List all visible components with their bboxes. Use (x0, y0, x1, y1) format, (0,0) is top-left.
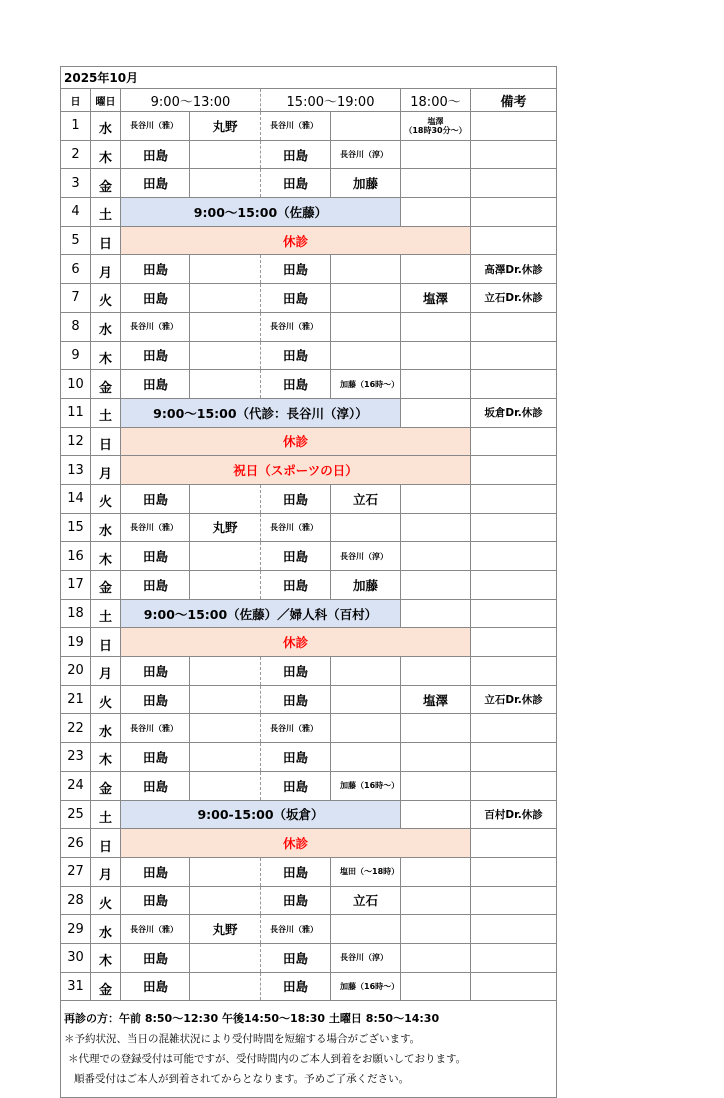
saturday-hours-band: 9:00～15:00（代診：長谷川（淳）） (121, 398, 401, 427)
evening-doctor (401, 140, 471, 169)
morning-doctor-1: 長谷川（雅） (121, 513, 190, 542)
remarks (471, 140, 557, 169)
morning-doctor-2 (190, 571, 261, 600)
day-number: 24 (61, 771, 91, 800)
afternoon-doctor-1: 長谷川（雅） (261, 714, 331, 743)
schedule-row (61, 943, 557, 972)
evening-doctor (401, 972, 471, 1001)
weekday: 木 (91, 943, 121, 972)
remarks (471, 169, 557, 198)
afternoon-doctor-2 (331, 743, 401, 772)
remarks (471, 370, 557, 399)
weekday: 金 (91, 972, 121, 1001)
afternoon-doctor-2 (331, 284, 401, 313)
remarks (471, 714, 557, 743)
afternoon-doctor-2: 長谷川（淳） (331, 943, 401, 972)
afternoon-doctor-2: 立石 (331, 886, 401, 915)
footer-notes (61, 1001, 557, 1098)
closed-band: 休診 (121, 427, 471, 456)
remarks (471, 341, 557, 370)
day-number: 2 (61, 140, 91, 169)
morning-doctor-1: 長谷川（雅） (121, 915, 190, 944)
morning-doctor-2 (190, 312, 261, 341)
afternoon-doctor-1: 長谷川（雅） (261, 513, 331, 542)
month-title: 2025年10月 (61, 67, 557, 89)
afternoon-doctor-1: 長谷川（雅） (261, 312, 331, 341)
evening-doctor (401, 943, 471, 972)
morning-doctor-1: 田島 (121, 886, 190, 915)
afternoon-doctor-2 (331, 312, 401, 341)
morning-doctor-2 (190, 284, 261, 313)
weekday: 金 (91, 169, 121, 198)
schedule-row (61, 571, 557, 600)
closed-band: 休診 (121, 829, 471, 858)
remarks (471, 628, 557, 657)
weekday: 水 (91, 915, 121, 944)
morning-doctor-1: 田島 (121, 571, 190, 600)
weekday: 日 (91, 829, 121, 858)
afternoon-doctor-2 (331, 341, 401, 370)
header-morning: 9:00～13:00 (121, 89, 261, 112)
evening-doctor (401, 800, 471, 829)
day-number: 19 (61, 628, 91, 657)
afternoon-doctor-1: 田島 (261, 370, 331, 399)
weekday: 水 (91, 513, 121, 542)
weekday: 土 (91, 398, 121, 427)
morning-doctor-1: 田島 (121, 657, 190, 686)
closed-band: 休診 (121, 226, 471, 255)
morning-doctor-1: 田島 (121, 169, 190, 198)
schedule-row (61, 456, 557, 485)
header-weekday: 曜日 (91, 89, 121, 112)
schedule-row (61, 542, 557, 571)
evening-doctor (401, 857, 471, 886)
evening-doctor (401, 542, 471, 571)
morning-doctor-1: 長谷川（雅） (121, 714, 190, 743)
morning-doctor-2 (190, 771, 261, 800)
schedule-row (61, 972, 557, 1001)
morning-doctor-2: 丸野 (190, 915, 261, 944)
morning-doctor-1: 田島 (121, 943, 190, 972)
schedule-row (61, 743, 557, 772)
morning-doctor-1: 田島 (121, 370, 190, 399)
schedule-row (61, 714, 557, 743)
remarks (471, 542, 557, 571)
weekday: 月 (91, 857, 121, 886)
schedule-row (61, 685, 557, 714)
evening-doctor (401, 513, 471, 542)
day-number: 16 (61, 542, 91, 571)
day-number: 23 (61, 743, 91, 772)
weekday: 木 (91, 341, 121, 370)
remarks (471, 112, 557, 141)
afternoon-doctor-1: 田島 (261, 743, 331, 772)
morning-doctor-1: 田島 (121, 771, 190, 800)
afternoon-doctor-2: 加藤 (331, 571, 401, 600)
evening-doctor (401, 886, 471, 915)
schedule-row (61, 915, 557, 944)
remarks (471, 743, 557, 772)
remarks: 百村Dr.休診 (471, 800, 557, 829)
remarks (471, 657, 557, 686)
morning-doctor-1: 長谷川（雅） (121, 112, 190, 141)
remarks (471, 915, 557, 944)
weekday: 土 (91, 599, 121, 628)
evening-doctor (401, 571, 471, 600)
morning-doctor-1: 田島 (121, 972, 190, 1001)
schedule-row (61, 857, 557, 886)
afternoon-doctor-1: 田島 (261, 341, 331, 370)
day-number: 15 (61, 513, 91, 542)
evening-doctor (401, 255, 471, 284)
day-number: 1 (61, 112, 91, 141)
morning-doctor-2 (190, 972, 261, 1001)
morning-doctor-2 (190, 484, 261, 513)
day-number: 10 (61, 370, 91, 399)
schedule-row (61, 484, 557, 513)
morning-doctor-1: 田島 (121, 685, 190, 714)
day-number: 21 (61, 685, 91, 714)
schedule-row (61, 628, 557, 657)
weekday: 日 (91, 427, 121, 456)
afternoon-doctor-1: 田島 (261, 771, 331, 800)
morning-doctor-1: 田島 (121, 284, 190, 313)
day-number: 30 (61, 943, 91, 972)
afternoon-doctor-2: 立石 (331, 484, 401, 513)
schedule-row (61, 198, 557, 227)
evening-doctor (401, 714, 471, 743)
remarks (471, 226, 557, 255)
morning-doctor-1: 田島 (121, 255, 190, 284)
morning-doctor-2 (190, 657, 261, 686)
evening-doctor (401, 599, 471, 628)
evening-doctor (401, 915, 471, 944)
remarks (471, 312, 557, 341)
morning-doctor-1: 田島 (121, 140, 190, 169)
evening-doctor (401, 484, 471, 513)
afternoon-doctor-2 (331, 714, 401, 743)
schedule-row (61, 829, 557, 858)
afternoon-doctor-1: 長谷川（雅） (261, 915, 331, 944)
evening-doctor: 塩澤 （18時30分～） (401, 112, 471, 141)
schedule-row (61, 427, 557, 456)
afternoon-doctor-1: 長谷川（雅） (261, 112, 331, 141)
weekday: 日 (91, 226, 121, 255)
afternoon-doctor-1: 田島 (261, 284, 331, 313)
closed-band: 休診 (121, 628, 471, 657)
weekday: 水 (91, 312, 121, 341)
afternoon-doctor-1: 田島 (261, 542, 331, 571)
remarks (471, 427, 557, 456)
afternoon-doctor-1: 田島 (261, 972, 331, 1001)
day-number: 28 (61, 886, 91, 915)
morning-doctor-2 (190, 370, 261, 399)
saturday-hours-band: 9:00～15:00（佐藤）／婦人科（百村） (121, 599, 401, 628)
morning-doctor-2 (190, 255, 261, 284)
morning-doctor-1: 田島 (121, 542, 190, 571)
afternoon-doctor-1: 田島 (261, 140, 331, 169)
evening-doctor (401, 398, 471, 427)
schedule-row (61, 226, 557, 255)
header-remarks: 備考 (471, 89, 557, 112)
day-number: 9 (61, 341, 91, 370)
schedule-row (61, 169, 557, 198)
schedule-row (61, 886, 557, 915)
afternoon-doctor-1: 田島 (261, 484, 331, 513)
schedule-row (61, 599, 557, 628)
afternoon-doctor-2 (331, 685, 401, 714)
footer-note-3: 順番受付はご本人が到着されてからとなります。予めご了承ください。 (74, 1073, 410, 1086)
morning-doctor-2 (190, 886, 261, 915)
day-number: 8 (61, 312, 91, 341)
header-day: 日 (61, 89, 91, 112)
evening-doctor (401, 657, 471, 686)
morning-doctor-2 (190, 542, 261, 571)
remarks (471, 886, 557, 915)
day-number: 31 (61, 972, 91, 1001)
weekday: 土 (91, 800, 121, 829)
schedule-row (61, 140, 557, 169)
weekday: 土 (91, 198, 121, 227)
day-number: 7 (61, 284, 91, 313)
day-number: 26 (61, 829, 91, 858)
afternoon-doctor-2: 加藤（16時～） (331, 972, 401, 1001)
morning-doctor-2 (190, 169, 261, 198)
remarks (471, 972, 557, 1001)
schedule-row (61, 284, 557, 313)
afternoon-doctor-1: 田島 (261, 169, 331, 198)
morning-doctor-2: 丸野 (190, 513, 261, 542)
remarks (471, 599, 557, 628)
saturday-hours-band: 9:00-15:00（坂倉） (121, 800, 401, 829)
day-number: 12 (61, 427, 91, 456)
evening-doctor (401, 169, 471, 198)
schedule-row (61, 800, 557, 829)
weekday: 木 (91, 140, 121, 169)
day-number: 20 (61, 657, 91, 686)
evening-doctor (401, 312, 471, 341)
weekday: 木 (91, 743, 121, 772)
afternoon-doctor-1: 田島 (261, 657, 331, 686)
day-number: 18 (61, 599, 91, 628)
closed-band: 祝日（スポーツの日） (121, 456, 471, 485)
day-number: 22 (61, 714, 91, 743)
day-number: 11 (61, 398, 91, 427)
afternoon-doctor-2 (331, 255, 401, 284)
footer-note-1: ＊予約状況、当日の混雑状況により受付時間を短縮する場合がございます。 (64, 1033, 421, 1046)
afternoon-doctor-2 (331, 112, 401, 141)
weekday: 水 (91, 714, 121, 743)
header-afternoon: 15:00～19:00 (261, 89, 401, 112)
morning-doctor-2 (190, 685, 261, 714)
morning-doctor-1: 田島 (121, 743, 190, 772)
day-number: 13 (61, 456, 91, 485)
schedule-row (61, 255, 557, 284)
remarks (471, 484, 557, 513)
weekday: 火 (91, 886, 121, 915)
weekday: 水 (91, 112, 121, 141)
weekday: 金 (91, 771, 121, 800)
weekday: 金 (91, 370, 121, 399)
weekday: 火 (91, 284, 121, 313)
day-number: 29 (61, 915, 91, 944)
weekday: 月 (91, 657, 121, 686)
schedule-row (61, 657, 557, 686)
remarks (471, 513, 557, 542)
evening-doctor (401, 743, 471, 772)
morning-doctor-2 (190, 140, 261, 169)
evening-doctor: 塩澤 (401, 284, 471, 313)
schedule-row (61, 771, 557, 800)
evening-doctor (401, 198, 471, 227)
remarks (471, 943, 557, 972)
afternoon-doctor-1: 田島 (261, 255, 331, 284)
evening-doctor (401, 341, 471, 370)
day-number: 3 (61, 169, 91, 198)
header-evening: 18:00～ (401, 89, 471, 112)
weekday: 日 (91, 628, 121, 657)
morning-doctor-2 (190, 714, 261, 743)
afternoon-doctor-1: 田島 (261, 886, 331, 915)
remarks (471, 571, 557, 600)
weekday: 木 (91, 542, 121, 571)
day-number: 17 (61, 571, 91, 600)
schedule-sheet (60, 66, 556, 1098)
saturday-hours-band: 9:00～15:00（佐藤） (121, 198, 401, 227)
evening-doctor: 塩澤 (401, 685, 471, 714)
schedule-row (61, 312, 557, 341)
footer-note-2: ＊代理での登録受付は可能ですが、受付時間内のご本人到着をお願いしております。 (68, 1053, 467, 1066)
day-number: 5 (61, 226, 91, 255)
morning-doctor-2: 丸野 (190, 112, 261, 141)
morning-doctor-1: 田島 (121, 341, 190, 370)
day-number: 4 (61, 198, 91, 227)
remarks: 立石Dr.休診 (471, 284, 557, 313)
schedule-row (61, 513, 557, 542)
afternoon-doctor-2: 加藤（16時～） (331, 370, 401, 399)
remarks (471, 857, 557, 886)
afternoon-doctor-2 (331, 915, 401, 944)
morning-doctor-2 (190, 743, 261, 772)
day-number: 14 (61, 484, 91, 513)
afternoon-doctor-2: 長谷川（淳） (331, 542, 401, 571)
afternoon-doctor-2: 長谷川（淳） (331, 140, 401, 169)
afternoon-doctor-1: 田島 (261, 943, 331, 972)
remarks (471, 829, 557, 858)
schedule-row (61, 341, 557, 370)
morning-doctor-1: 田島 (121, 857, 190, 886)
morning-doctor-1: 長谷川（雅） (121, 312, 190, 341)
weekday: 月 (91, 255, 121, 284)
afternoon-doctor-2: 加藤（16時～） (331, 771, 401, 800)
weekday: 月 (91, 456, 121, 485)
remarks (471, 198, 557, 227)
footer-hours: 再診の方：午前 8:50～12:30 午後14:50～18:30 土曜日 8:50～14:30 (64, 1012, 440, 1026)
schedule-table (60, 66, 557, 1098)
afternoon-doctor-1: 田島 (261, 857, 331, 886)
remarks (471, 456, 557, 485)
schedule-row (61, 112, 557, 141)
afternoon-doctor-2: 加藤 (331, 169, 401, 198)
day-number: 27 (61, 857, 91, 886)
afternoon-doctor-1: 田島 (261, 571, 331, 600)
afternoon-doctor-2 (331, 513, 401, 542)
evening-doctor (401, 370, 471, 399)
day-number: 25 (61, 800, 91, 829)
day-number: 6 (61, 255, 91, 284)
weekday: 火 (91, 685, 121, 714)
afternoon-doctor-2 (331, 657, 401, 686)
weekday: 金 (91, 571, 121, 600)
remarks: 高澤Dr.休診 (471, 255, 557, 284)
weekday: 火 (91, 484, 121, 513)
afternoon-doctor-1: 田島 (261, 685, 331, 714)
evening-doctor (401, 771, 471, 800)
afternoon-doctor-2: 塩田（～18時） (331, 857, 401, 886)
schedule-row (61, 370, 557, 399)
morning-doctor-2 (190, 943, 261, 972)
morning-doctor-2 (190, 341, 261, 370)
remarks: 立石Dr.休診 (471, 685, 557, 714)
remarks: 坂倉Dr.休診 (471, 398, 557, 427)
morning-doctor-1: 田島 (121, 484, 190, 513)
header-row (61, 89, 557, 112)
remarks (471, 771, 557, 800)
schedule-row (61, 398, 557, 427)
morning-doctor-2 (190, 857, 261, 886)
